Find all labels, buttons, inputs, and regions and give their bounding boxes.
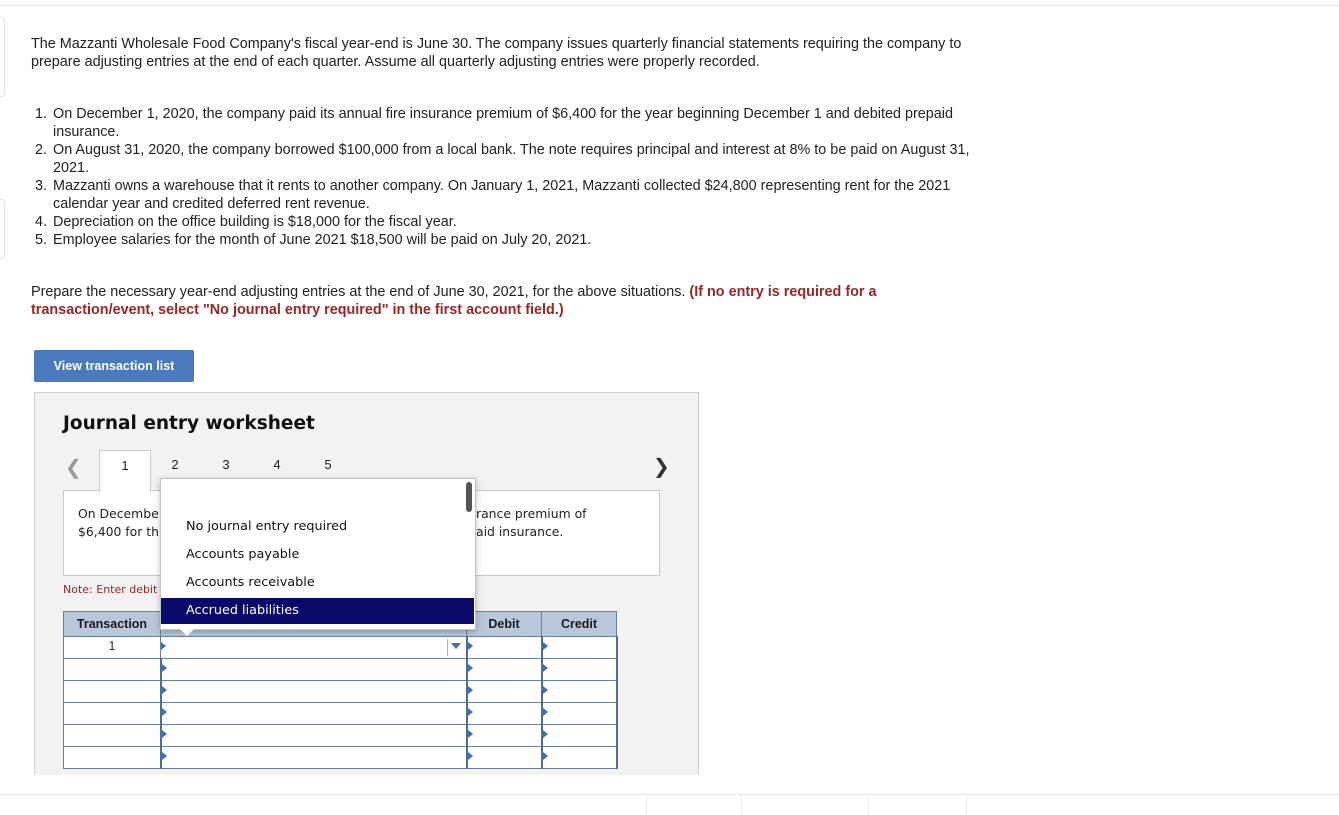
item-number: 3. [35, 178, 48, 194]
instructions-text: Prepare the necessary year-end adjusting entries at the end of June 30, 2021, for the above situations. [31, 284, 690, 300]
account-select[interactable] [161, 681, 467, 703]
transaction-number: 1 [64, 637, 161, 659]
account-select[interactable] [161, 703, 467, 725]
item-text: On December 1, 2020, the company paid its annual fire insurance premium of $6,400 for the year beginning December 1 and debited prepaid insurance. [53, 106, 953, 140]
input-marker-icon [162, 708, 167, 716]
left-margin-tab [0, 199, 5, 259]
tab-1[interactable]: 1 [99, 450, 151, 492]
bottom-divider [0, 794, 1339, 795]
input-marker-icon [162, 686, 167, 694]
journal-entry-table [63, 611, 618, 769]
transaction-list [31, 105, 981, 249]
table-row [64, 747, 617, 769]
footer-divider [741, 796, 742, 815]
list-item [31, 177, 981, 213]
tab-2[interactable]: 2 [171, 457, 179, 472]
table-row [64, 703, 617, 725]
transaction-number [64, 659, 161, 681]
dropdown-option-selected[interactable]: Accrued liabilities [161, 598, 474, 624]
item-number: 1. [35, 106, 48, 122]
account-select[interactable] [161, 659, 467, 681]
description-line: On Decembe [78, 506, 159, 521]
item-text: Depreciation on the office building is $18,000 for the fiscal year. [53, 214, 457, 230]
credit-input[interactable] [542, 725, 617, 747]
dropdown-separator [447, 639, 448, 656]
transaction-number [64, 703, 161, 725]
input-marker-icon [468, 708, 473, 716]
dropdown-pointer [179, 628, 195, 636]
debit-input[interactable] [467, 703, 542, 725]
debit-input[interactable] [467, 637, 542, 659]
input-marker-icon [468, 642, 473, 650]
input-marker-icon [162, 664, 167, 672]
description-line: rance premium of [476, 506, 587, 521]
account-dropdown-menu [160, 478, 476, 630]
view-transaction-list-button[interactable]: View transaction list [34, 350, 194, 382]
caret-down-icon[interactable] [451, 643, 461, 649]
input-marker-icon [162, 752, 167, 760]
table-row [64, 659, 617, 681]
dropdown-option[interactable]: Accounts receivable [186, 575, 315, 590]
input-marker-icon [543, 686, 548, 694]
footer-divider [868, 796, 869, 815]
tab-4[interactable]: 4 [273, 457, 281, 472]
instructions [31, 283, 981, 319]
input-marker-icon [468, 686, 473, 694]
table-row [64, 725, 617, 747]
account-select[interactable] [161, 747, 467, 769]
input-marker-icon [543, 730, 548, 738]
item-text: Employee salaries for the month of June 2021 $18,500 will be paid on July 20, 2021. [53, 232, 592, 248]
list-item [31, 141, 981, 177]
table-row [64, 637, 617, 659]
input-marker-icon [543, 642, 548, 650]
item-number: 2. [35, 142, 48, 158]
account-select[interactable] [161, 725, 467, 747]
list-item [31, 231, 981, 249]
dropdown-option[interactable]: Accounts payable [186, 547, 300, 562]
item-number: 5. [35, 232, 48, 248]
input-marker-icon [468, 664, 473, 672]
debit-input[interactable] [467, 659, 542, 681]
credit-input[interactable] [542, 747, 617, 769]
instructions-emphasis: (If no entry is required for a transaction/event, select "No journal entry required" in the first account field.) [31, 284, 877, 318]
credit-input[interactable] [542, 703, 617, 725]
column-header-credit: Credit [542, 612, 617, 637]
credit-input[interactable] [542, 637, 617, 659]
top-divider [0, 5, 1339, 6]
left-margin-tab [0, 17, 5, 97]
worksheet-title: Journal entry worksheet [63, 413, 315, 434]
list-item [31, 105, 981, 141]
input-marker-icon [162, 730, 167, 738]
item-number: 4. [35, 214, 48, 230]
item-text: Mazzanti owns a warehouse that it rents to another company. On January 1, 2021, Mazzanti collected $24,800 representing rent for the 2021 calendar year and credited deferred rent revenue. [53, 178, 951, 212]
input-marker-icon [161, 642, 166, 650]
debit-input[interactable] [467, 747, 542, 769]
footer-divider [966, 796, 967, 815]
input-marker-icon [468, 730, 473, 738]
note-text: Note: Enter debit [63, 583, 158, 596]
credit-input[interactable] [542, 659, 617, 681]
description-right [476, 505, 646, 541]
transaction-number [64, 725, 161, 747]
account-select[interactable] [161, 637, 467, 659]
description-line: $6,400 for th [78, 524, 159, 539]
dropdown-option[interactable]: No journal entry required [186, 519, 348, 534]
chevron-right-icon[interactable]: ❯ [653, 456, 670, 478]
chevron-left-icon[interactable]: ❮ [65, 457, 82, 479]
footer-divider [646, 796, 647, 815]
tab-5[interactable]: 5 [324, 457, 332, 472]
dropdown-scrollbar[interactable] [466, 482, 472, 512]
debit-input[interactable] [467, 681, 542, 703]
debit-input[interactable] [467, 725, 542, 747]
input-marker-icon [543, 752, 548, 760]
problem-intro: The Mazzanti Wholesale Food Company's fiscal year-end is June 30. The company issues quarterly financial statements requiring the company to prepare adjusting entries at the end of each quarter. Assume all quarterly adjusting entries were properly recorded. [31, 36, 962, 70]
transaction-number [64, 681, 161, 703]
item-text: On August 31, 2020, the company borrowed $100,000 from a local bank. The note requires principal and interest at 8% to be paid on August 31, 2021. [53, 142, 970, 176]
credit-input[interactable] [542, 681, 617, 703]
column-header-transaction: Transaction [64, 612, 161, 637]
table-row [64, 681, 617, 703]
input-marker-icon [468, 752, 473, 760]
description-line: aid insurance. [476, 524, 564, 539]
column-header-debit: Debit [467, 612, 542, 637]
transaction-number [64, 747, 161, 769]
input-marker-icon [543, 664, 548, 672]
list-item [31, 213, 981, 231]
input-marker-icon [543, 708, 548, 716]
tab-3[interactable]: 3 [222, 457, 230, 472]
